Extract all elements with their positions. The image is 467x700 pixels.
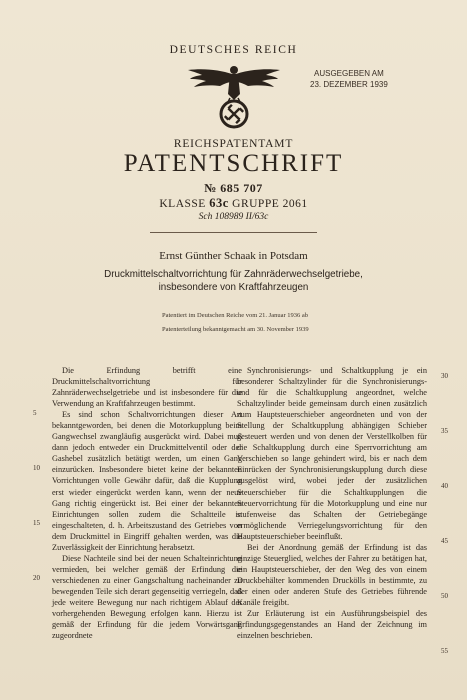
- grant-published-date: Patenterteilung bekanntgemacht am 30. November 1939: [162, 326, 309, 333]
- text-column-left: [52, 365, 242, 641]
- invention-title-line: insbesondere von Kraftfahrzeugen: [158, 282, 309, 293]
- line-number: 50: [441, 592, 448, 600]
- line-number: 55: [441, 647, 448, 655]
- file-reference: Sch 108989 II/63c: [198, 212, 269, 222]
- inventor-name: Ernst Günther Schaak in Potsdam: [159, 250, 308, 262]
- eagle-emblem-icon: [186, 60, 282, 132]
- paragraph: Die Erfindung betrifft eine Druckmittelschaltvorrichtung für Zahnräderwechselgetriebe und ist insbesondere für die Verwendung an Kraftfahrzeugen bestimmt.: [52, 366, 242, 409]
- paragraph: Diese Nachteile sind bei der neuen Schalteinrichtung vermieden, bei welcher gemäß der Erfindung die verschiedenen zu einer Gangschaltung nacheinander zu bewegenden Teile sich derart gegenseitig verriegeln, daß jede weitere Bewegung nur nach richtigem Ablauf der vorhergehenden Bewegung erfolgen kann. Hierzu ist gemäß der Erfindung für die jedem Vorwärtsgang zugeordnete: [52, 553, 242, 641]
- line-number: 20: [33, 574, 40, 582]
- document-type: PATENTSCHRIFT: [123, 150, 344, 177]
- line-number: 35: [441, 427, 448, 435]
- classification-line: [0, 196, 467, 211]
- stamp-label: AUSGEGEBEN AM: [314, 69, 384, 78]
- line-number: 30: [441, 372, 448, 380]
- issue-date-stamp: [310, 68, 388, 90]
- klasse-value: 63c: [209, 196, 229, 210]
- country-heading: DEUTSCHES REICH: [169, 44, 298, 56]
- line-number: 15: [33, 519, 40, 527]
- title-divider: [150, 232, 317, 233]
- gruppe-value: 2061: [282, 198, 308, 210]
- patent-number: № 685 707: [204, 181, 263, 195]
- patent-office: REICHSPATENTAMT: [173, 138, 294, 150]
- invention-title: [0, 268, 467, 294]
- klasse-label: KLASSE: [159, 198, 206, 210]
- paragraph: Zur Erläuterung ist ein Ausführungsbeispiel des Erfindungsgegenstandes an Hand der Zeichnung im einzelnen beschrieben.: [237, 609, 427, 641]
- line-number: 5: [33, 409, 37, 417]
- line-number: 10: [33, 464, 40, 472]
- patented-date: Patentiert im Deutschen Reiche vom 21. Januar 1936 ab: [162, 312, 309, 319]
- paragraph: Bei der Anordnung gemäß der Erfindung ist das einzige Steuerglied, welches der Fahrer zu betätigen hat, ein Hauptsteuerschieber, der den Weg des von einem Druckbehälter kommenden Druckölls in bestimmte, zu der einen oder anderen Stufe des Getriebes führende Kanäle freigibt.: [237, 542, 427, 607]
- paragraph: Es sind schon Schaltvorrichtungen dieser Art bekanntgeworden, bei denen die Motorkupplung beim Gangwechsel zwangläufig ausgerückt wird. Dabei muß dann jedoch entweder ein Druckmittelventil oder der Gashebel zusätzlich betätigt werden, um einen Gang einzurücken. Insbesondere bietet keine der bekannten Vorrichtungen volle Gewähr dafür, daß die Kupplung erst wieder eingerückt werden kann, wenn der neue Gang richtig eingerückt ist. Bei einer der bekannten Einrichtungen sollen zudem die Schaltteile in eingeschalteten, d. h. Arbeitszustand des Getriebes von dem Druckmittel in Eingriff gehalten werden, was die Zuverlässigkeit der Einrichtung herabsetzt.: [52, 410, 242, 552]
- paragraph: Synchronisierungs- und Schaltkupplung je ein besonderer Schaltzylinder für die Synchronisierungs- und für die Schaltkupplung angeordnet, welche Schaltzylinder beide gemeinsam durch einen zusätzlich zum Hauptsteuerschieber angeordneten und von der Stellung der Schaltkupplung abhängigen Schieber gesteuert werden und von denen der Verstellkolben für die Schaltkupplung durch eine Sperrvorrichtung am Verschieben so lange gehindert wird, bis er nach dem Einrücken der Synchronisierungskupplung durch diese ausgelöst wird, wobei jeder der zusätzlichen Steuerschieber für die Schaltkupplungen die Steuervorrichtung für die Motorkupplung und eine nur stufenweise das Schalten der Getriebegänge ermöglichende Verriegelungsvorrichtung für den Hauptsteuerschieber beeinflußt.: [237, 366, 427, 541]
- line-number: 45: [441, 537, 448, 545]
- invention-title-line: Druckmittelschaltvorrichtung für Zahnräderwechselgetriebe,: [104, 269, 363, 280]
- patent-dates: [162, 309, 309, 337]
- stamp-date: 23. DEZEMBER 1939: [310, 80, 388, 89]
- line-number: 40: [441, 482, 448, 490]
- gruppe-label: GRUPPE: [232, 198, 280, 210]
- text-column-right: [237, 365, 427, 641]
